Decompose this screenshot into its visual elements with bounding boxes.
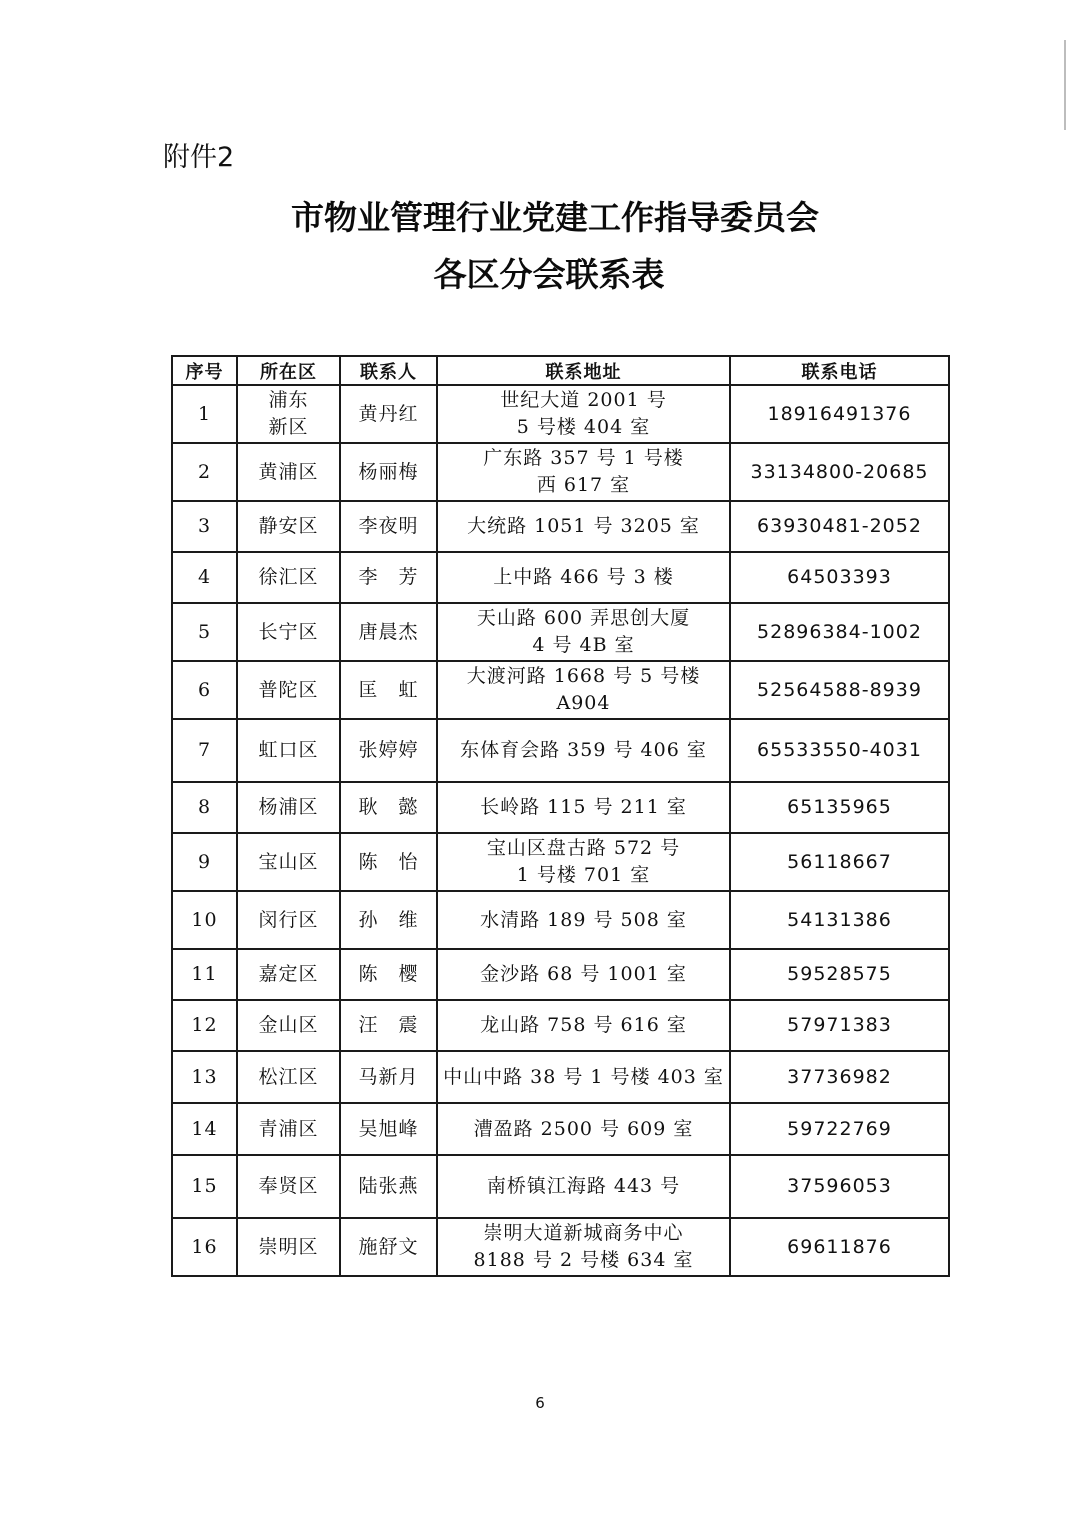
address-line: 广东路 357 号 1 号楼	[483, 447, 684, 469]
cell-district	[237, 501, 340, 552]
cell-contact: 陆张燕	[340, 1155, 437, 1218]
cell-contact: 黄丹红	[340, 385, 437, 443]
cell-district	[237, 1103, 340, 1155]
cell-contact: 张婷婷	[340, 719, 437, 782]
table-row	[172, 949, 949, 1000]
district-line: 崇明区	[258, 1235, 319, 1258]
cell-contact: 施舒文	[340, 1218, 437, 1276]
address-line: 5 号楼 404 室	[516, 416, 651, 438]
cell-phone: 69611876	[730, 1218, 949, 1276]
address-line: 西 617 室	[536, 474, 631, 496]
cell-address	[437, 603, 730, 661]
cell-contact: 陈 樱	[340, 949, 437, 1000]
attachment-label: 附件2	[163, 142, 235, 173]
table-row	[172, 782, 949, 833]
cell-district	[237, 603, 340, 661]
scan-edge-mark	[1064, 40, 1066, 130]
district-line: 新区	[268, 416, 309, 438]
cell-no: 15	[172, 1155, 237, 1218]
cell-contact: 孙 维	[340, 891, 437, 949]
table-row	[172, 661, 949, 719]
cell-address	[437, 949, 730, 1000]
table-body	[172, 385, 949, 1276]
cell-address	[437, 552, 730, 603]
contact-table	[171, 355, 950, 1277]
district-line: 浦东	[268, 389, 309, 411]
cell-phone: 63930481-2052	[730, 501, 949, 552]
cell-no: 8	[172, 782, 237, 833]
cell-address	[437, 1155, 730, 1218]
cell-contact: 匡 虹	[340, 661, 437, 719]
cell-phone: 54131386	[730, 891, 949, 949]
district-line: 闵行区	[258, 908, 319, 931]
district-line: 黄浦区	[258, 460, 319, 483]
cell-no: 1	[172, 385, 237, 443]
cell-no: 14	[172, 1103, 237, 1155]
cell-district	[237, 661, 340, 719]
cell-no: 9	[172, 833, 237, 891]
cell-contact: 汪 震	[340, 1000, 437, 1051]
district-line: 静安区	[258, 515, 319, 537]
cell-district	[237, 891, 340, 949]
cell-district	[237, 782, 340, 833]
document-title-line-2: 各区分会联系表	[433, 255, 665, 294]
table-row	[172, 501, 949, 552]
header-address: 联系地址	[437, 356, 730, 385]
cell-phone: 59722769	[730, 1103, 949, 1155]
header-district: 所在区	[237, 356, 340, 385]
address-line: 崇明大道新城商务中心	[483, 1222, 684, 1244]
cell-phone: 37596053	[730, 1155, 949, 1218]
address-line: 南桥镇江海路 443 号	[486, 1175, 681, 1197]
district-line: 徐汇区	[258, 566, 319, 588]
district-line: 宝山区	[258, 850, 319, 873]
cell-contact: 陈 怡	[340, 833, 437, 891]
cell-address	[437, 1218, 730, 1276]
cell-contact: 唐晨杰	[340, 603, 437, 661]
table-row	[172, 1103, 949, 1155]
cell-phone: 18916491376	[730, 385, 949, 443]
cell-no: 7	[172, 719, 237, 782]
address-line: 天山路 600 弄思创大厦	[476, 607, 691, 629]
district-line: 长宁区	[258, 620, 319, 643]
district-line: 嘉定区	[258, 963, 319, 985]
cell-contact: 马新月	[340, 1051, 437, 1103]
cell-district	[237, 552, 340, 603]
cell-contact: 耿 懿	[340, 782, 437, 833]
cell-no: 3	[172, 501, 237, 552]
cell-address	[437, 1051, 730, 1103]
cell-phone: 64503393	[730, 552, 949, 603]
table-row	[172, 1155, 949, 1218]
district-line: 虹口区	[258, 739, 319, 761]
cell-phone: 56118667	[730, 833, 949, 891]
cell-no: 5	[172, 603, 237, 661]
address-line: 4 号 4B 室	[532, 634, 635, 656]
cell-district	[237, 1218, 340, 1276]
cell-no: 4	[172, 552, 237, 603]
cell-address	[437, 501, 730, 552]
header-contact: 联系人	[340, 356, 437, 385]
cell-address	[437, 1000, 730, 1051]
cell-no: 13	[172, 1051, 237, 1103]
table-row	[172, 385, 949, 443]
address-line: 水清路 189 号 508 室	[480, 908, 687, 931]
cell-phone: 59528575	[730, 949, 949, 1000]
address-line: 上中路 466 号 3 楼	[493, 566, 674, 588]
district-line: 奉贤区	[258, 1175, 319, 1197]
cell-district	[237, 1051, 340, 1103]
cell-address	[437, 782, 730, 833]
cell-district	[237, 719, 340, 782]
cell-phone: 33134800-20685	[730, 443, 949, 501]
cell-phone: 37736982	[730, 1051, 949, 1103]
cell-no: 16	[172, 1218, 237, 1276]
address-line: 大渡河路 1668 号 5 号楼	[466, 665, 701, 687]
district-line: 金山区	[258, 1014, 319, 1036]
district-line: 松江区	[258, 1065, 319, 1088]
cell-address	[437, 833, 730, 891]
cell-phone: 65533550-4031	[730, 719, 949, 782]
table-row	[172, 1051, 949, 1103]
cell-contact: 李夜明	[340, 501, 437, 552]
cell-address	[437, 385, 730, 443]
cell-address	[437, 1103, 730, 1155]
cell-no: 6	[172, 661, 237, 719]
cell-no: 2	[172, 443, 237, 501]
cell-district	[237, 1000, 340, 1051]
cell-address	[437, 661, 730, 719]
district-line: 青浦区	[258, 1117, 319, 1140]
table-row	[172, 1000, 949, 1051]
table-header-row	[172, 356, 949, 385]
address-line: 宝山区盘古路 572 号	[486, 837, 681, 859]
cell-district	[237, 1155, 340, 1218]
address-line: 长岭路 115 号 211 室	[480, 796, 687, 818]
cell-district	[237, 443, 340, 501]
cell-address	[437, 719, 730, 782]
cell-district	[237, 833, 340, 891]
cell-district	[237, 385, 340, 443]
table-row	[172, 719, 949, 782]
header-no: 序号	[172, 356, 237, 385]
address-line: 漕盈路 2500 号 609 室	[473, 1117, 694, 1140]
district-line: 杨浦区	[258, 796, 319, 818]
cell-phone: 57971383	[730, 1000, 949, 1051]
cell-no: 11	[172, 949, 237, 1000]
document-title-line-1: 市物业管理行业党建工作指导委员会	[291, 198, 819, 237]
cell-phone: 65135965	[730, 782, 949, 833]
address-line: 1 号楼 701 室	[516, 864, 651, 886]
table-row	[172, 833, 949, 891]
cell-phone: 52564588-8939	[730, 661, 949, 719]
cell-no: 10	[172, 891, 237, 949]
address-line: 8188 号 2 号楼 634 室	[473, 1249, 694, 1271]
cell-address	[437, 891, 730, 949]
address-line: 大统路 1051 号 3205 室	[467, 515, 700, 537]
table-row	[172, 891, 949, 949]
address-line: 龙山路 758 号 616 室	[480, 1014, 687, 1036]
cell-contact: 吴旭峰	[340, 1103, 437, 1155]
cell-no: 12	[172, 1000, 237, 1051]
table-row	[172, 443, 949, 501]
table-row	[172, 1218, 949, 1276]
table-row	[172, 552, 949, 603]
cell-phone: 52896384-1002	[730, 603, 949, 661]
address-line: 世纪大道 2001 号	[500, 389, 667, 411]
address-line: 金沙路 68 号 1001 室	[480, 963, 687, 985]
header-phone: 联系电话	[730, 356, 949, 385]
cell-address	[437, 443, 730, 501]
page-number: 6	[535, 1394, 545, 1412]
cell-contact: 杨丽梅	[340, 443, 437, 501]
cell-district	[237, 949, 340, 1000]
address-line: 东体育会路 359 号 406 室	[460, 739, 707, 761]
address-line: 中山中路 38 号 1 号楼 403 室	[443, 1065, 724, 1088]
district-line: 普陀区	[258, 678, 319, 701]
table-row	[172, 603, 949, 661]
cell-contact: 李 芳	[340, 552, 437, 603]
address-line: A904	[556, 692, 611, 714]
